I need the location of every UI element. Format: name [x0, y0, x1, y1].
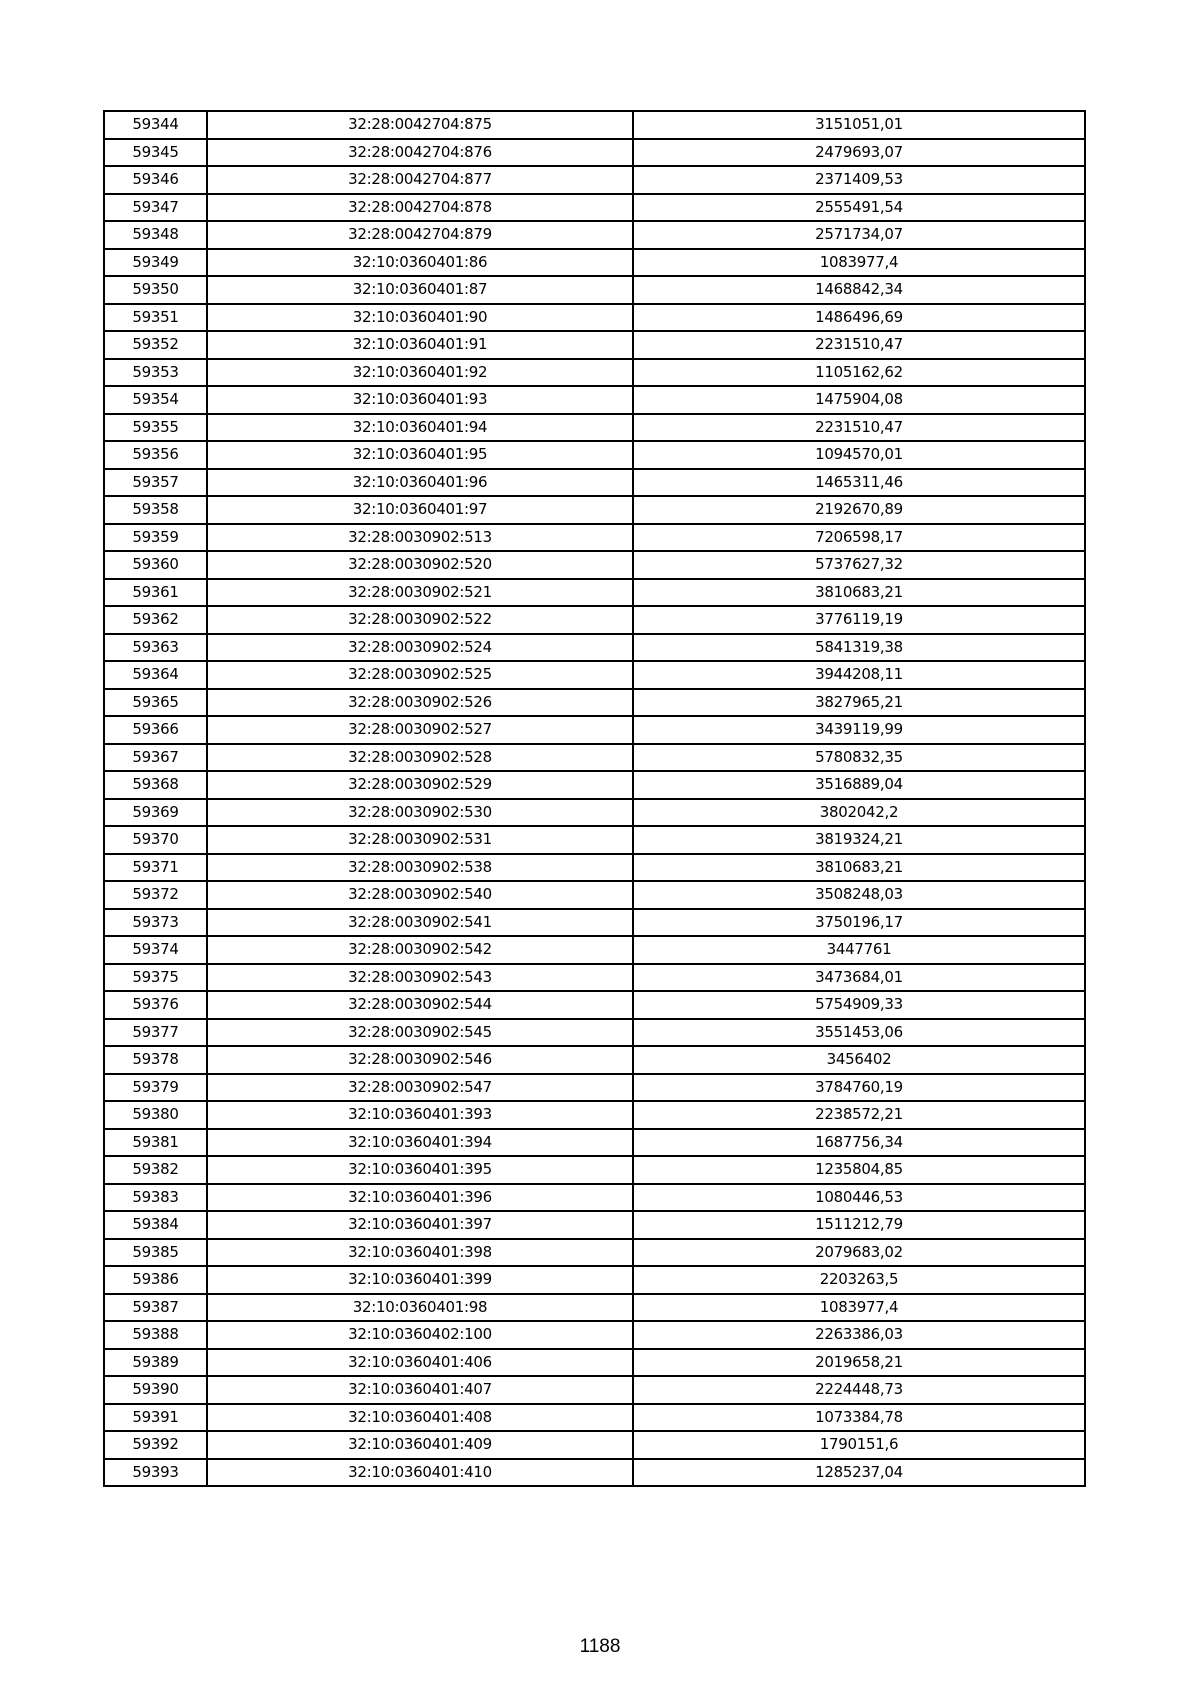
row-number-cell: 59362 [104, 606, 207, 634]
cadastral-number-cell: 32:28:0030902:521 [207, 579, 633, 607]
value-cell: 2263386,03 [633, 1321, 1085, 1349]
row-number-cell: 59380 [104, 1101, 207, 1129]
value-cell: 1235804,85 [633, 1156, 1085, 1184]
value-cell: 3750196,17 [633, 909, 1085, 937]
value-cell: 3447761 [633, 936, 1085, 964]
value-cell: 1073384,78 [633, 1404, 1085, 1432]
value-cell: 2238572,21 [633, 1101, 1085, 1129]
row-number-cell: 59372 [104, 881, 207, 909]
row-number-cell: 59389 [104, 1349, 207, 1377]
row-number-cell: 59379 [104, 1074, 207, 1102]
value-cell: 3810683,21 [633, 854, 1085, 882]
table-row [104, 276, 1085, 304]
table-row [104, 386, 1085, 414]
value-cell: 1687756,34 [633, 1129, 1085, 1157]
value-cell: 2203263,5 [633, 1266, 1085, 1294]
row-number-cell: 59346 [104, 166, 207, 194]
row-number-cell: 59353 [104, 359, 207, 387]
cadastral-number-cell: 32:10:0360401:410 [207, 1459, 633, 1487]
cadastral-number-cell: 32:10:0360401:395 [207, 1156, 633, 1184]
table-row [104, 221, 1085, 249]
row-number-cell: 59367 [104, 744, 207, 772]
value-cell: 5754909,33 [633, 991, 1085, 1019]
cadastral-number-cell: 32:28:0030902:540 [207, 881, 633, 909]
table-row [104, 441, 1085, 469]
cadastral-number-cell: 32:10:0360401:408 [207, 1404, 633, 1432]
row-number-cell: 59392 [104, 1431, 207, 1459]
value-cell: 5737627,32 [633, 551, 1085, 579]
cadastral-number-cell: 32:28:0030902:545 [207, 1019, 633, 1047]
cadastral-number-cell: 32:10:0360401:394 [207, 1129, 633, 1157]
cadastral-number-cell: 32:10:0360401:393 [207, 1101, 633, 1129]
cadastral-number-cell: 32:10:0360401:91 [207, 331, 633, 359]
data-table-container [103, 110, 1084, 1487]
table-row [104, 111, 1085, 139]
row-number-cell: 59355 [104, 414, 207, 442]
table-row [104, 799, 1085, 827]
value-cell: 1083977,4 [633, 249, 1085, 277]
row-number-cell: 59352 [104, 331, 207, 359]
row-number-cell: 59360 [104, 551, 207, 579]
table-row [104, 991, 1085, 1019]
table-row [104, 854, 1085, 882]
cadastral-number-cell: 32:10:0360401:407 [207, 1376, 633, 1404]
row-number-cell: 59374 [104, 936, 207, 964]
value-cell: 1094570,01 [633, 441, 1085, 469]
table-row [104, 606, 1085, 634]
table-row [104, 826, 1085, 854]
row-number-cell: 59387 [104, 1294, 207, 1322]
table-row [104, 771, 1085, 799]
row-number-cell: 59378 [104, 1046, 207, 1074]
row-number-cell: 59348 [104, 221, 207, 249]
value-cell: 2192670,89 [633, 496, 1085, 524]
row-number-cell: 59391 [104, 1404, 207, 1432]
value-cell: 2231510,47 [633, 414, 1085, 442]
cadastral-number-cell: 32:10:0360401:95 [207, 441, 633, 469]
table-row [104, 661, 1085, 689]
row-number-cell: 59361 [104, 579, 207, 607]
cadastral-number-cell: 32:28:0030902:541 [207, 909, 633, 937]
row-number-cell: 59345 [104, 139, 207, 167]
cadastral-number-cell: 32:10:0360401:94 [207, 414, 633, 442]
cadastral-number-cell: 32:28:0030902:547 [207, 1074, 633, 1102]
row-number-cell: 59383 [104, 1184, 207, 1212]
row-number-cell: 59384 [104, 1211, 207, 1239]
table-row [104, 1129, 1085, 1157]
table-row [104, 359, 1085, 387]
table-row [104, 881, 1085, 909]
cadastral-number-cell: 32:10:0360401:98 [207, 1294, 633, 1322]
row-number-cell: 59349 [104, 249, 207, 277]
cadastral-number-cell: 32:28:0030902:530 [207, 799, 633, 827]
cadastral-number-cell: 32:28:0030902:513 [207, 524, 633, 552]
row-number-cell: 59390 [104, 1376, 207, 1404]
row-number-cell: 59371 [104, 854, 207, 882]
cadastral-number-cell: 32:28:0030902:546 [207, 1046, 633, 1074]
value-cell: 3151051,01 [633, 111, 1085, 139]
cadastral-number-cell: 32:10:0360401:92 [207, 359, 633, 387]
value-cell: 3944208,11 [633, 661, 1085, 689]
value-cell: 3802042,2 [633, 799, 1085, 827]
table-row [104, 551, 1085, 579]
row-number-cell: 59365 [104, 689, 207, 717]
row-number-cell: 59368 [104, 771, 207, 799]
value-cell: 3819324,21 [633, 826, 1085, 854]
data-table [103, 110, 1086, 1487]
value-cell: 3516889,04 [633, 771, 1085, 799]
value-cell: 1486496,69 [633, 304, 1085, 332]
cadastral-number-cell: 32:10:0360401:93 [207, 386, 633, 414]
cadastral-number-cell: 32:28:0042704:877 [207, 166, 633, 194]
cadastral-number-cell: 32:10:0360401:399 [207, 1266, 633, 1294]
table-row [104, 1184, 1085, 1212]
value-cell: 3776119,19 [633, 606, 1085, 634]
table-row [104, 331, 1085, 359]
value-cell: 3456402 [633, 1046, 1085, 1074]
row-number-cell: 59358 [104, 496, 207, 524]
row-number-cell: 59350 [104, 276, 207, 304]
cadastral-number-cell: 32:10:0360401:398 [207, 1239, 633, 1267]
row-number-cell: 59363 [104, 634, 207, 662]
table-row [104, 1239, 1085, 1267]
cadastral-number-cell: 32:28:0030902:529 [207, 771, 633, 799]
cadastral-number-cell: 32:28:0042704:875 [207, 111, 633, 139]
cadastral-number-cell: 32:10:0360401:409 [207, 1431, 633, 1459]
cadastral-number-cell: 32:28:0030902:525 [207, 661, 633, 689]
table-row [104, 1101, 1085, 1129]
table-row [104, 1349, 1085, 1377]
cadastral-number-cell: 32:10:0360401:96 [207, 469, 633, 497]
row-number-cell: 59351 [104, 304, 207, 332]
table-row [104, 1459, 1085, 1487]
row-number-cell: 59376 [104, 991, 207, 1019]
row-number-cell: 59377 [104, 1019, 207, 1047]
cadastral-number-cell: 32:28:0030902:531 [207, 826, 633, 854]
table-row [104, 689, 1085, 717]
table-body [104, 111, 1085, 1486]
cadastral-number-cell: 32:10:0360401:97 [207, 496, 633, 524]
row-number-cell: 59381 [104, 1129, 207, 1157]
row-number-cell: 59370 [104, 826, 207, 854]
value-cell: 1083977,4 [633, 1294, 1085, 1322]
value-cell: 1468842,34 [633, 276, 1085, 304]
cadastral-number-cell: 32:28:0042704:879 [207, 221, 633, 249]
table-row [104, 1046, 1085, 1074]
value-cell: 2555491,54 [633, 194, 1085, 222]
cadastral-number-cell: 32:10:0360401:396 [207, 1184, 633, 1212]
table-row [104, 304, 1085, 332]
value-cell: 3784760,19 [633, 1074, 1085, 1102]
table-row [104, 909, 1085, 937]
cadastral-number-cell: 32:28:0042704:878 [207, 194, 633, 222]
value-cell: 2571734,07 [633, 221, 1085, 249]
cadastral-number-cell: 32:10:0360401:87 [207, 276, 633, 304]
table-row [104, 634, 1085, 662]
row-number-cell: 59364 [104, 661, 207, 689]
table-row [104, 1211, 1085, 1239]
value-cell: 2019658,21 [633, 1349, 1085, 1377]
row-number-cell: 59382 [104, 1156, 207, 1184]
table-row [104, 579, 1085, 607]
cadastral-number-cell: 32:10:0360401:86 [207, 249, 633, 277]
value-cell: 5841319,38 [633, 634, 1085, 662]
value-cell: 3473684,01 [633, 964, 1085, 992]
value-cell: 1475904,08 [633, 386, 1085, 414]
row-number-cell: 59347 [104, 194, 207, 222]
table-row [104, 1074, 1085, 1102]
cadastral-number-cell: 32:28:0030902:522 [207, 606, 633, 634]
cadastral-number-cell: 32:10:0360402:100 [207, 1321, 633, 1349]
value-cell: 3827965,21 [633, 689, 1085, 717]
table-row [104, 1266, 1085, 1294]
value-cell: 1465311,46 [633, 469, 1085, 497]
table-row [104, 166, 1085, 194]
value-cell: 1511212,79 [633, 1211, 1085, 1239]
table-row [104, 1404, 1085, 1432]
row-number-cell: 59385 [104, 1239, 207, 1267]
row-number-cell: 59388 [104, 1321, 207, 1349]
value-cell: 1285237,04 [633, 1459, 1085, 1487]
table-row [104, 414, 1085, 442]
table-row [104, 194, 1085, 222]
table-row [104, 744, 1085, 772]
table-row [104, 524, 1085, 552]
value-cell: 2479693,07 [633, 139, 1085, 167]
value-cell: 1080446,53 [633, 1184, 1085, 1212]
row-number-cell: 59344 [104, 111, 207, 139]
cadastral-number-cell: 32:10:0360401:90 [207, 304, 633, 332]
value-cell: 1790151,6 [633, 1431, 1085, 1459]
value-cell: 2231510,47 [633, 331, 1085, 359]
value-cell: 2371409,53 [633, 166, 1085, 194]
value-cell: 2079683,02 [633, 1239, 1085, 1267]
table-row [104, 1376, 1085, 1404]
row-number-cell: 59357 [104, 469, 207, 497]
table-row [104, 1294, 1085, 1322]
table-row [104, 936, 1085, 964]
table-row [104, 1156, 1085, 1184]
table-row [104, 1321, 1085, 1349]
cadastral-number-cell: 32:28:0030902:538 [207, 854, 633, 882]
row-number-cell: 59369 [104, 799, 207, 827]
value-cell: 1105162,62 [633, 359, 1085, 387]
row-number-cell: 59386 [104, 1266, 207, 1294]
row-number-cell: 59373 [104, 909, 207, 937]
table-row [104, 469, 1085, 497]
value-cell: 3551453,06 [633, 1019, 1085, 1047]
value-cell: 7206598,17 [633, 524, 1085, 552]
table-row [104, 496, 1085, 524]
table-row [104, 249, 1085, 277]
cadastral-number-cell: 32:28:0030902:527 [207, 716, 633, 744]
cadastral-number-cell: 32:28:0030902:543 [207, 964, 633, 992]
row-number-cell: 59375 [104, 964, 207, 992]
row-number-cell: 59356 [104, 441, 207, 469]
cadastral-number-cell: 32:28:0030902:520 [207, 551, 633, 579]
cadastral-number-cell: 32:28:0030902:526 [207, 689, 633, 717]
cadastral-number-cell: 32:28:0030902:542 [207, 936, 633, 964]
value-cell: 3439119,99 [633, 716, 1085, 744]
value-cell: 3508248,03 [633, 881, 1085, 909]
value-cell: 3810683,21 [633, 579, 1085, 607]
cadastral-number-cell: 32:28:0030902:524 [207, 634, 633, 662]
cadastral-number-cell: 32:10:0360401:406 [207, 1349, 633, 1377]
row-number-cell: 59366 [104, 716, 207, 744]
table-row [104, 964, 1085, 992]
table-row [104, 139, 1085, 167]
cadastral-number-cell: 32:28:0042704:876 [207, 139, 633, 167]
row-number-cell: 59354 [104, 386, 207, 414]
cadastral-number-cell: 32:28:0030902:528 [207, 744, 633, 772]
value-cell: 2224448,73 [633, 1376, 1085, 1404]
table-row [104, 1019, 1085, 1047]
table-row [104, 716, 1085, 744]
row-number-cell: 59359 [104, 524, 207, 552]
cadastral-number-cell: 32:10:0360401:397 [207, 1211, 633, 1239]
value-cell: 5780832,35 [633, 744, 1085, 772]
table-row [104, 1431, 1085, 1459]
page-number: 1188 [579, 1636, 621, 1657]
cadastral-number-cell: 32:28:0030902:544 [207, 991, 633, 1019]
row-number-cell: 59393 [104, 1459, 207, 1487]
